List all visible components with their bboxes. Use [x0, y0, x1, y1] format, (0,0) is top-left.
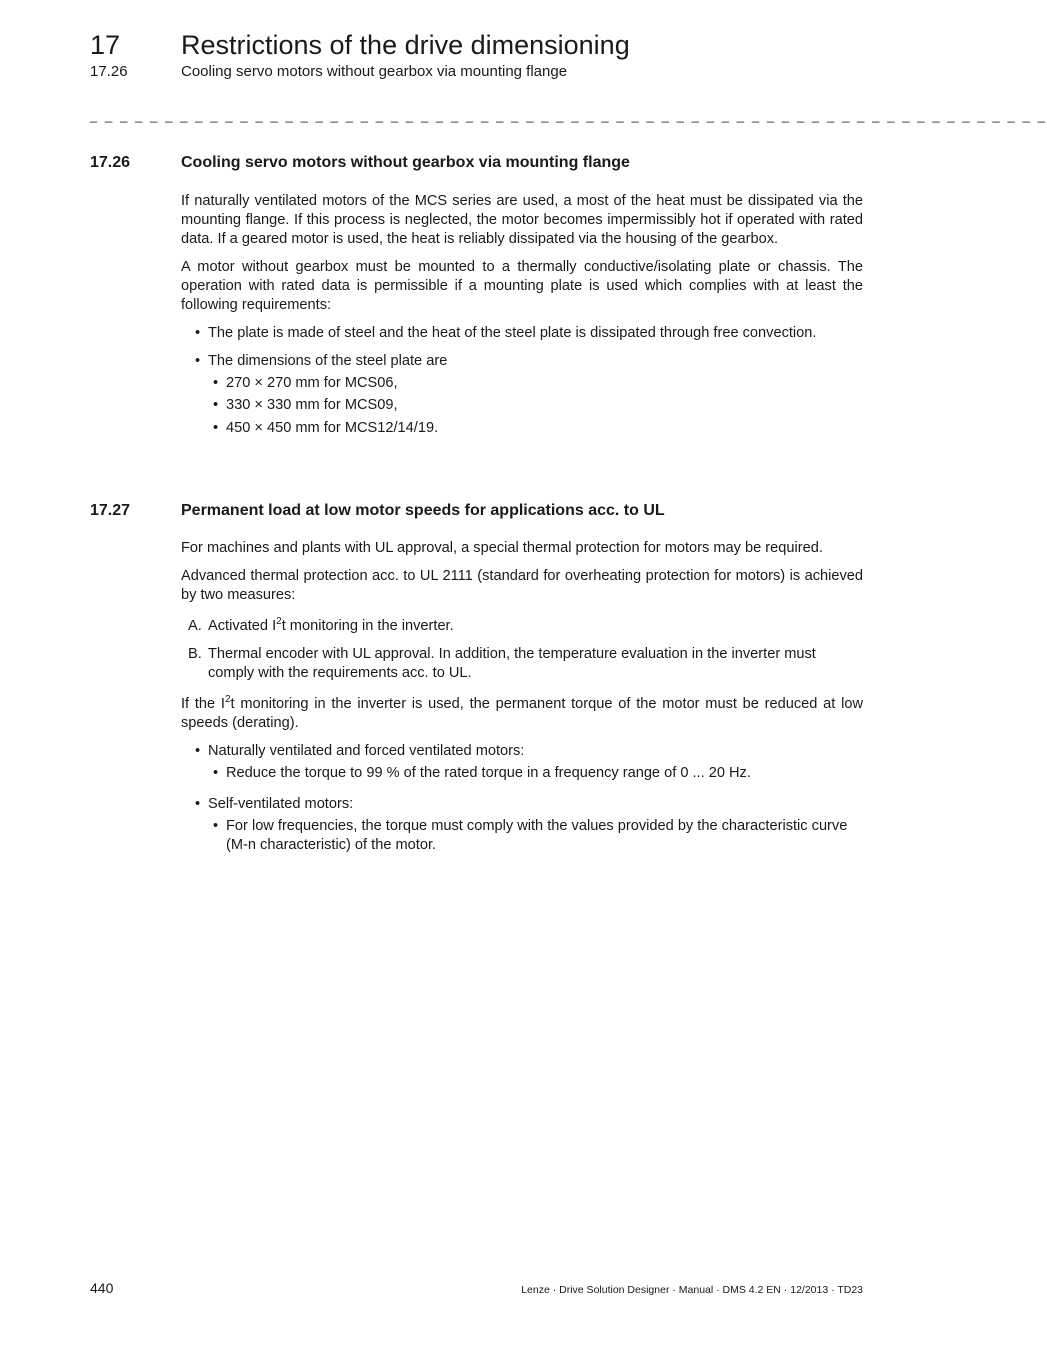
paragraph-text: If the I	[181, 696, 225, 712]
bullet-item	[181, 795, 863, 855]
bullet-marker: •	[195, 796, 201, 812]
bullet-text: Self-ventilated motors:	[208, 796, 354, 812]
list-text: Activated I	[208, 618, 277, 634]
section-1726-title: Cooling servo motors without gearbox via mounting flange	[181, 154, 630, 171]
sub-bullet-item	[181, 396, 863, 415]
bullet-item	[181, 742, 863, 783]
page-number: 440	[90, 1280, 114, 1296]
bullet-marker: •	[213, 420, 219, 436]
bullet-item	[181, 352, 863, 371]
header-separator: _ _ _ _ _ _ _ _ _ _ _ _ _ _ _ _ _ _ _ _ _ _ _ _ _ _ _ _ _ _ _ _ _ _ _ _ _ _ _ _ _ _ _ _ _ _ _ _ _ _ _ _ _ _ _ _ _ _ _ _ _ _ _ _	[90, 108, 1047, 123]
section-1726-body	[181, 192, 863, 438]
section-1727-body	[181, 539, 863, 864]
sub-bullet-text: Reduce the torque to 99 % of the rated torque in a frequency range of 0 ... 20 Hz.	[226, 765, 751, 781]
bullet-marker: •	[213, 818, 219, 834]
chapter-number: 17	[90, 30, 121, 60]
sub-bullet-item	[181, 374, 863, 393]
bullet-marker: •	[195, 325, 201, 341]
sub-bullet-item	[181, 817, 863, 855]
list-text: t monitoring in the inverter.	[281, 618, 454, 634]
sub-bullet-text: 330 × 330 mm for MCS09,	[226, 397, 398, 413]
bullet-text: Naturally ventilated and forced ventilated motors:	[208, 743, 525, 759]
sub-bullet-text: 270 × 270 mm for MCS06,	[226, 375, 398, 391]
superscript: 2	[224, 694, 231, 705]
paragraph-text: t monitoring in the inverter is used, the permanent torque of the motor must be reduced at low speeds (derating).	[181, 696, 863, 731]
list-marker: A.	[188, 618, 202, 634]
bullet-marker: •	[195, 743, 201, 759]
footer-doc-info: Lenze · Drive Solution Designer · Manual · DMS 4.2 EN · 12/2013 · TD23	[521, 1284, 863, 1296]
list-item-b	[181, 645, 863, 683]
bullet-marker: •	[213, 375, 219, 391]
paragraph: Advanced thermal protection acc. to UL 2111 (standard for overheating protection for motors) is achieved by two measures:	[181, 568, 863, 603]
list-text: Thermal encoder with UL approval. In addition, the temperature evaluation in the inverter must comply with the requirements acc. to UL.	[208, 646, 816, 681]
section-1726-number: 17.26	[90, 154, 131, 171]
bullet-marker: •	[213, 765, 219, 781]
paragraph: A motor without gearbox must be mounted to a thermally conductive/isolating plate or chassis. The operation with rated data is permissible if a mounting plate is used which complies with at least the following requirements:	[181, 259, 863, 313]
list-marker: B.	[188, 646, 202, 662]
list-item-a	[181, 617, 863, 636]
section-1727-title: Permanent load at low motor speeds for applications acc. to UL	[181, 502, 665, 519]
bullet-marker: •	[213, 397, 219, 413]
sub-bullet-item	[181, 419, 863, 438]
chapter-title: Restrictions of the drive dimensioning	[181, 30, 630, 60]
paragraph	[181, 695, 863, 733]
section-1727-number: 17.27	[90, 502, 131, 519]
superscript: 2	[276, 616, 282, 627]
bullet-marker: •	[195, 353, 201, 369]
header-section-title: Cooling servo motors without gearbox via mounting flange	[181, 63, 568, 80]
paragraph: If naturally ventilated motors of the MCS series are used, a most of the heat must be dissipated via the mounting flange. If this process is neglected, the motor becomes impermissibly hot if operated with rated data. If a geared motor is used, the heat is reliably dissipated via the housing of the gearbox.	[181, 193, 863, 247]
header-section-number: 17.26	[90, 63, 128, 80]
sub-bullet-item	[181, 764, 863, 783]
bullet-text: The plate is made of steel and the heat of the steel plate is dissipated through free convection.	[208, 325, 817, 341]
bullet-text: The dimensions of the steel plate are	[208, 353, 448, 369]
bullet-item	[181, 324, 863, 343]
paragraph: For machines and plants with UL approval, a special thermal protection for motors may be required.	[181, 540, 823, 556]
sub-bullet-text: For low frequencies, the torque must comply with the values provided by the characteristic curve (M-n characteristic) of the motor.	[226, 818, 848, 853]
sub-bullet-text: 450 × 450 mm for MCS12/14/19.	[226, 420, 439, 436]
